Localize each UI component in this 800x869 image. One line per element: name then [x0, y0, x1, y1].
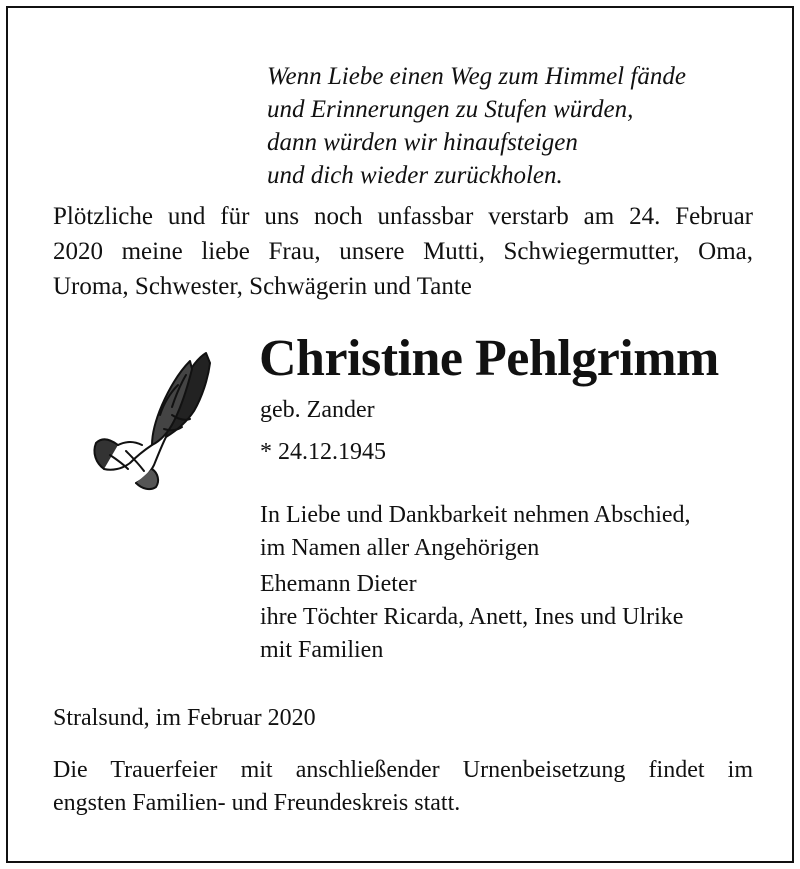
obituary-frame: [6, 6, 794, 863]
maiden-name: geb. Zander: [260, 397, 375, 423]
deceased-name: Christine Pehlgrimm: [259, 330, 719, 387]
intro-line: 2020 meine liebe Frau, unsere Mutti, Schwiegermutter, Oma,: [53, 238, 753, 265]
poem-line: dann würden wir hinaufsteigen: [267, 129, 578, 156]
ceremony-line: engsten Familien- und Freundeskreis statt.: [53, 790, 461, 816]
family-line: mit Familien: [260, 637, 384, 663]
birth-date: * 24.12.1945: [260, 439, 386, 465]
farewell-line: In Liebe und Dankbarkeit nehmen Abschied,: [260, 502, 691, 528]
intro-text: [53, 199, 753, 304]
poem-line: und Erinnerungen zu Stufen würden,: [267, 96, 634, 123]
ceremony-notice: [53, 754, 753, 820]
family-list: [260, 568, 683, 667]
family-line: Ehemann Dieter: [260, 571, 417, 597]
poem-line: und dich wieder zurückholen.: [267, 162, 563, 189]
intro-line: Uroma, Schwester, Schwägerin und Tante: [53, 273, 472, 300]
ceremony-line: Die Trauerfeier mit anschließender Urnenbeisetzung findet im: [53, 757, 753, 783]
intro-line: Plötzliche und für uns noch unfassbar verstarb am 24. Februar: [53, 203, 753, 230]
poem-line: Wenn Liebe einen Weg zum Himmel fände: [267, 63, 686, 90]
poem: [267, 60, 686, 192]
family-line: ihre Töchter Ricarda, Anett, Ines und Ulrike: [260, 604, 684, 630]
farewell-line: im Namen aller Angehörigen: [260, 535, 540, 561]
praying-hands-icon: [86, 345, 226, 495]
place-date: Stralsund, im Februar 2020: [53, 705, 316, 731]
farewell-text: [260, 499, 691, 565]
